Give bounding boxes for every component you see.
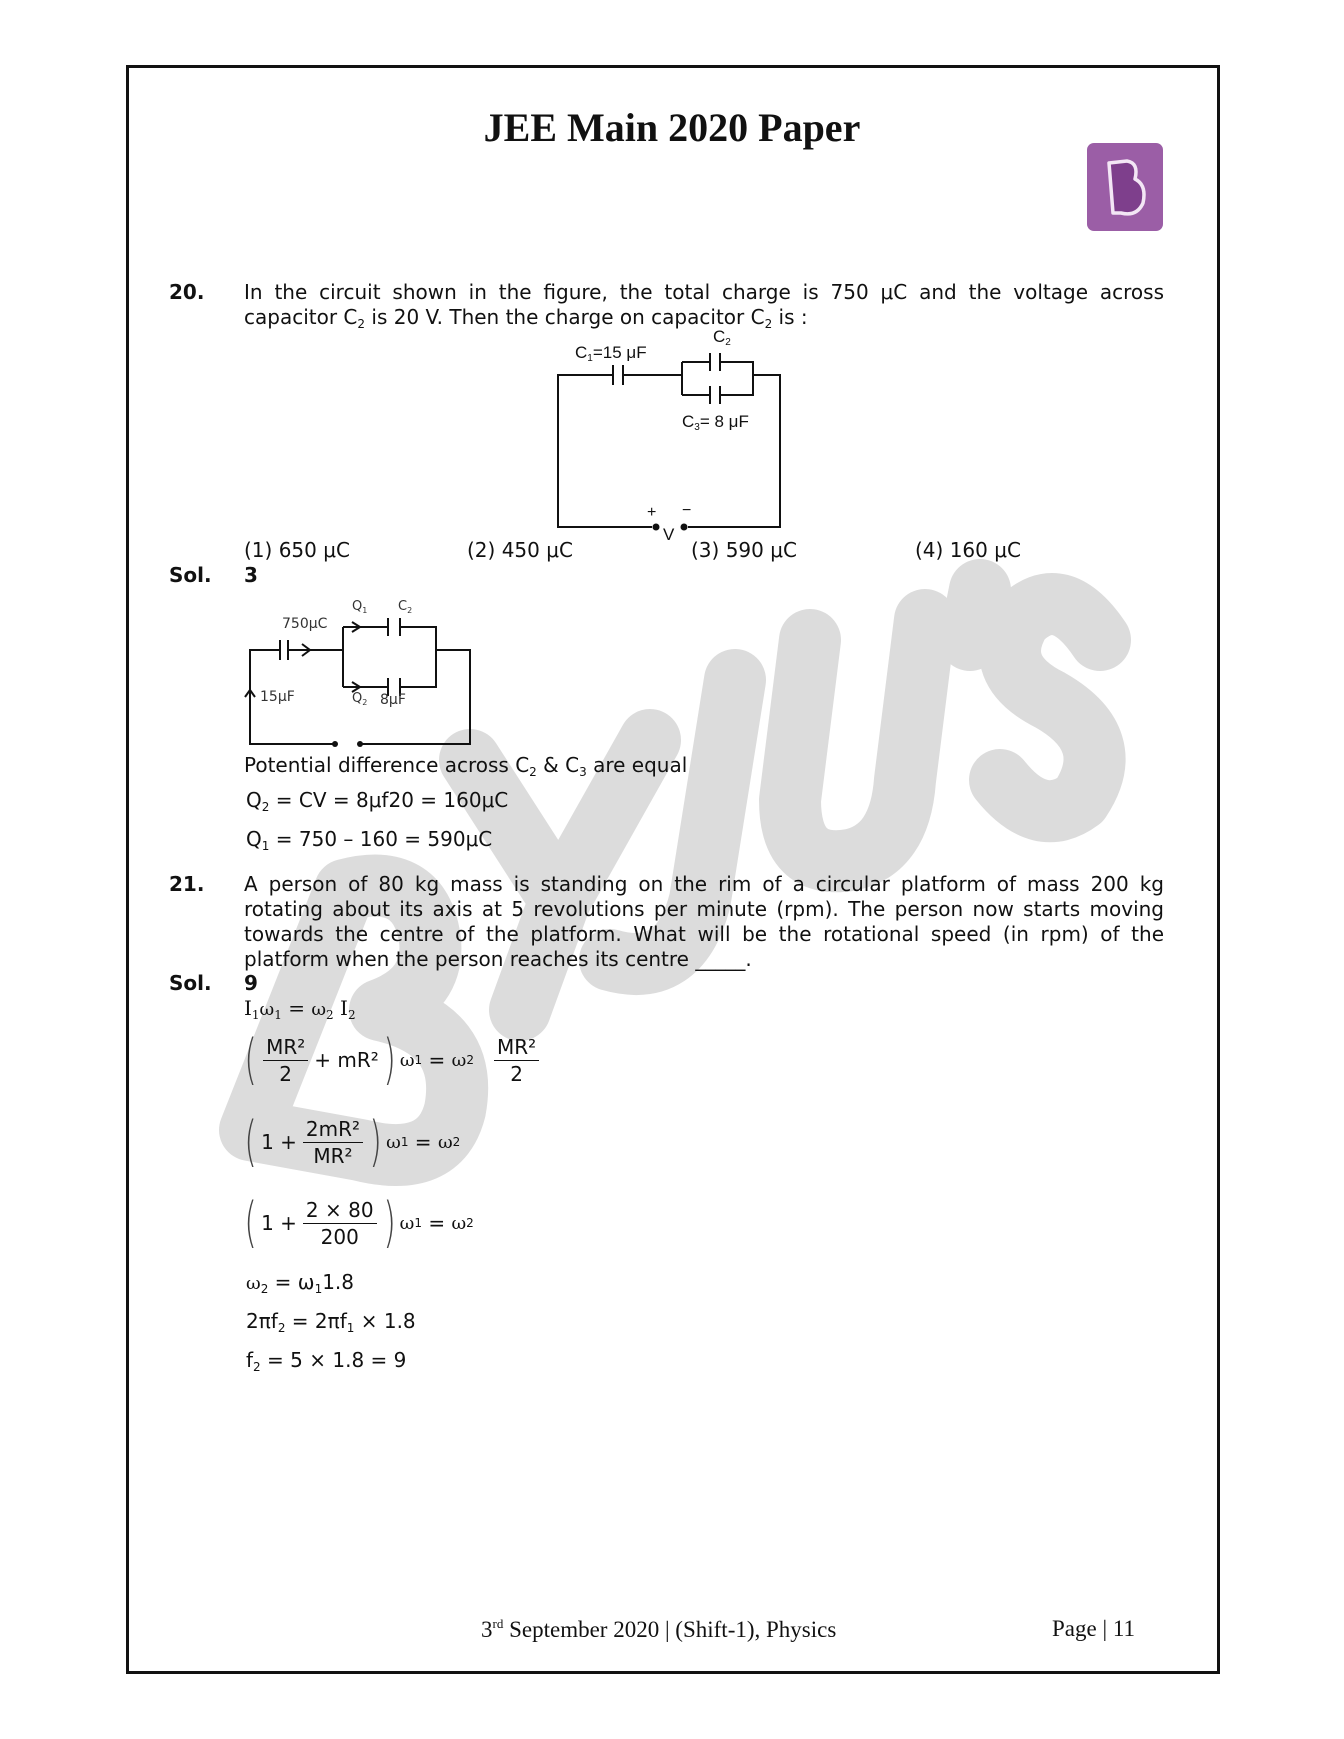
c3-label: C3= 8 μF — [682, 412, 749, 433]
solution-circuit-diagram — [240, 592, 485, 752]
svg-text:Q1: $Q_1$ — [352, 599, 368, 615]
solution-line-3: $Q_1 = 750 - 160 = 590\mu C$ — [246, 827, 493, 853]
equation-4: ( 1 + $\frac{2 \times 80}{200}$ ) ω 1 = ω 2 — [244, 1191, 474, 1254]
equation-5: $\omega_2 = \omega_11.8$ — [246, 1270, 355, 1296]
option-2: (2) 450 μC — [467, 538, 573, 562]
svg-text:15μF: 15μF — [260, 689, 295, 705]
question-number-21: 21. — [169, 872, 205, 896]
byjus-logo — [1087, 143, 1163, 231]
answer-21: 9 — [244, 971, 258, 995]
solution-line-2: $Q_2$ = CV = 8μf20 = 160μC — [246, 788, 509, 814]
question-20-line2: capacitor $C_2$ is 20 V. Then the charge on capacitor $C_2$ is : — [244, 305, 808, 331]
footer-date: 3rd September 2020 | (Shift-1), Physics — [481, 1616, 837, 1642]
svg-text:Q2: $Q_2$ — [352, 691, 368, 707]
equation-6: $2\pi f_2 = 2\pi f_1 \times 1.8$ — [246, 1309, 416, 1335]
question-21-text: A person of 80 kg mass is standing on the rim of a circular platform of mass 200 kg rotating about its axis at 5 revolutions per minute (rpm). The person now starts moving towards the centre of the platform. What will be the rotational speed (in rpm) of the platform when the person reaches its centre _____. — [244, 872, 1164, 971]
option-4: (4) 160 μC — [915, 538, 1021, 562]
svg-text:C2: $C_2$ — [398, 599, 413, 615]
svg-text:−: − — [682, 502, 692, 519]
c1-label: C1=15 μF — [575, 343, 647, 364]
svg-text:8μF: 8μF — [380, 692, 406, 708]
option-3: (3) 590 μC — [691, 538, 797, 562]
solution-line-1: Potential difference across $C_2$ & $C_3$ are equal — [244, 753, 688, 779]
equation-3: ( 1 + $\frac{\text{2mR²}}{\text{MR²}}$ ) ω 1 = ω 2 — [244, 1110, 461, 1173]
circuit-diagram-q20 — [540, 320, 800, 545]
solution-label-20: Sol. — [169, 563, 212, 587]
answer-20: 3 — [244, 563, 258, 587]
question-20-line1: In the circuit shown in the figure, the total charge is 750 μC and the voltage across — [244, 280, 1164, 304]
question-number-20: 20. — [169, 280, 205, 304]
svg-text:750μC: 750μC — [282, 616, 328, 632]
equation-1: $I_1\omega_1 = \omega_2$ $I_2$ — [244, 996, 356, 1022]
svg-text:V: V — [663, 525, 675, 544]
equation-7: $f_2 = 5 \times 1.8 = 9$ — [246, 1348, 407, 1374]
option-1: (1) 650 μC — [244, 538, 350, 562]
page-number: Page | 11 — [1052, 1616, 1135, 1641]
svg-text:+: + — [647, 504, 657, 521]
equation-2: ( $\frac{\text{MR²}}{2}$ + mR² ) ω 1 = ω 2 $\frac{\text{MR²}}{2}$ — [240, 1033, 541, 1087]
c2-label: C2 — [713, 327, 731, 348]
solution-label-21: Sol. — [169, 971, 212, 995]
page-title: JEE Main 2020 Paper — [483, 105, 861, 150]
b-letter-icon — [1087, 143, 1163, 231]
